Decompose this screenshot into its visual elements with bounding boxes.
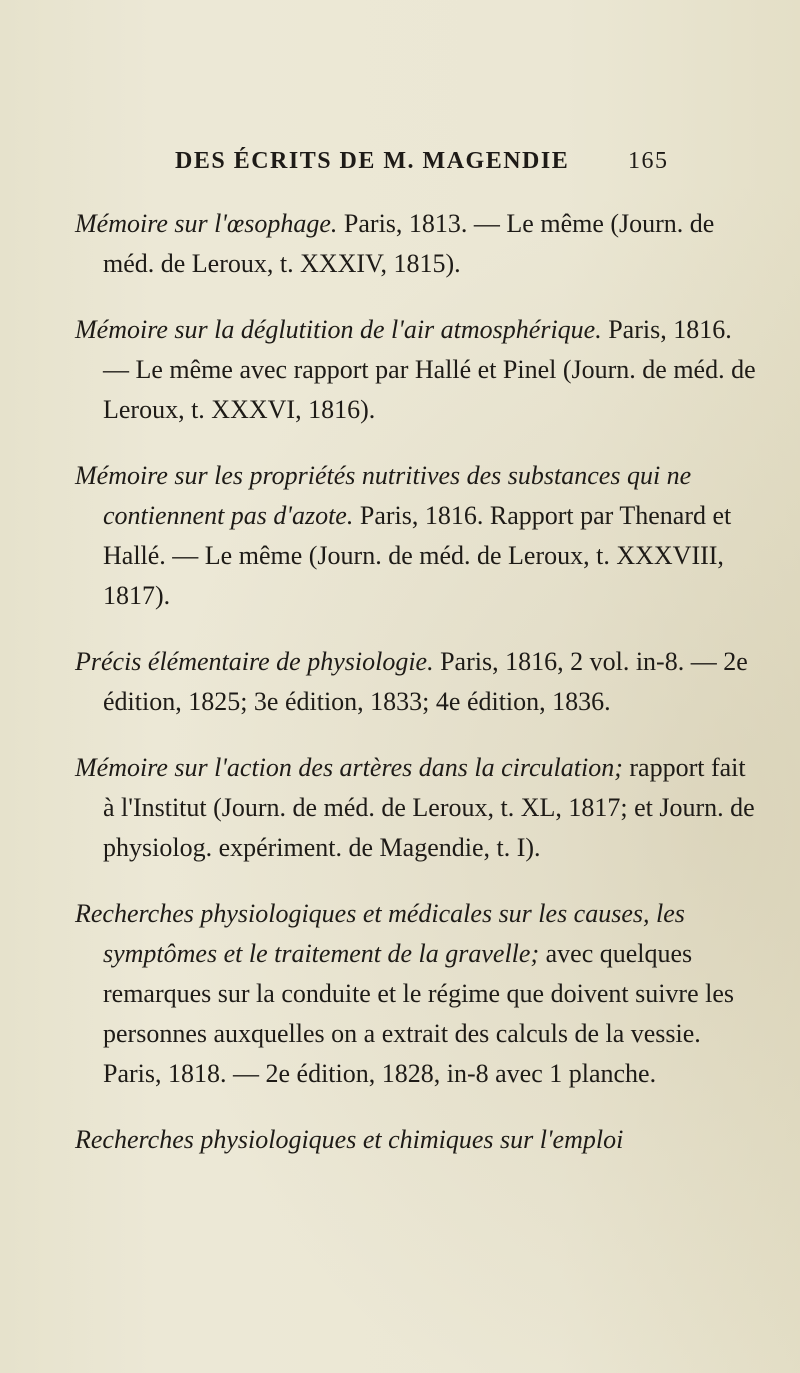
bibliography-entry: [75, 204, 763, 284]
entry-title: Recherches physiologiques et chimiques sur l'emploi: [75, 1125, 624, 1154]
entry-title: Mémoire sur l'action des artères dans la circulation;: [75, 753, 623, 782]
entry-body: avec quelques remarques sur la conduite et le régime que doivent suivre les personnes auxquelles on a extrait des calculs de la vessie. Paris, 1818. — 2e édition, 1828, in-8 avec 1 planche.: [103, 939, 735, 1088]
bibliography-list: [75, 178, 763, 1182]
entry-body: Paris, 1816. Rapport par Thenard et Hallé. — Le même (Journ. de méd. de Leroux, t. XXXVIII, 1817).: [103, 501, 732, 610]
page-number: 165: [628, 148, 669, 174]
entry-body: Paris, 1813. — Le même (Journ. de méd. de Leroux, t. XXXIV, 1815).: [103, 209, 715, 278]
entry-body: Paris, 1816, 2 vol. in-8. — 2e édition, 1825; 3e édition, 1833; 4e édition, 1836.: [103, 647, 748, 716]
entry-title: Recherches physiologiques et médicales sur les causes, les symptômes et le traitement de la gravelle;: [75, 899, 685, 968]
bibliography-entry: [75, 748, 763, 868]
entry-title: Mémoire sur les propriétés nutritives des substances qui ne contiennent pas d'azote.: [75, 461, 692, 530]
entry-title: Mémoire sur l'œsophage.: [75, 209, 338, 238]
entry-title: Précis élémentaire de physiologie.: [75, 647, 434, 676]
entry-body: rapport fait à l'Institut (Journ. de méd. de Leroux, t. XL, 1817; et Journ. de physiolog. expériment. de Magendie, t. I).: [103, 753, 755, 862]
bibliography-entry: [75, 642, 763, 722]
bibliography-entry: [75, 310, 763, 430]
entry-title: Mémoire sur la déglutition de l'air atmosphérique.: [75, 315, 602, 344]
bibliography-entry: [75, 894, 763, 1094]
bibliography-entry: [75, 456, 763, 616]
running-header: [175, 148, 669, 175]
bibliography-entry: [75, 1120, 763, 1160]
entry-body: Paris, 1816. — Le même avec rapport par Hallé et Pinel (Journ. de méd. de Leroux, t. XXXVI, 1816).: [103, 315, 756, 424]
running-title: DES ÉCRITS DE M. MAGENDIE: [175, 148, 570, 174]
